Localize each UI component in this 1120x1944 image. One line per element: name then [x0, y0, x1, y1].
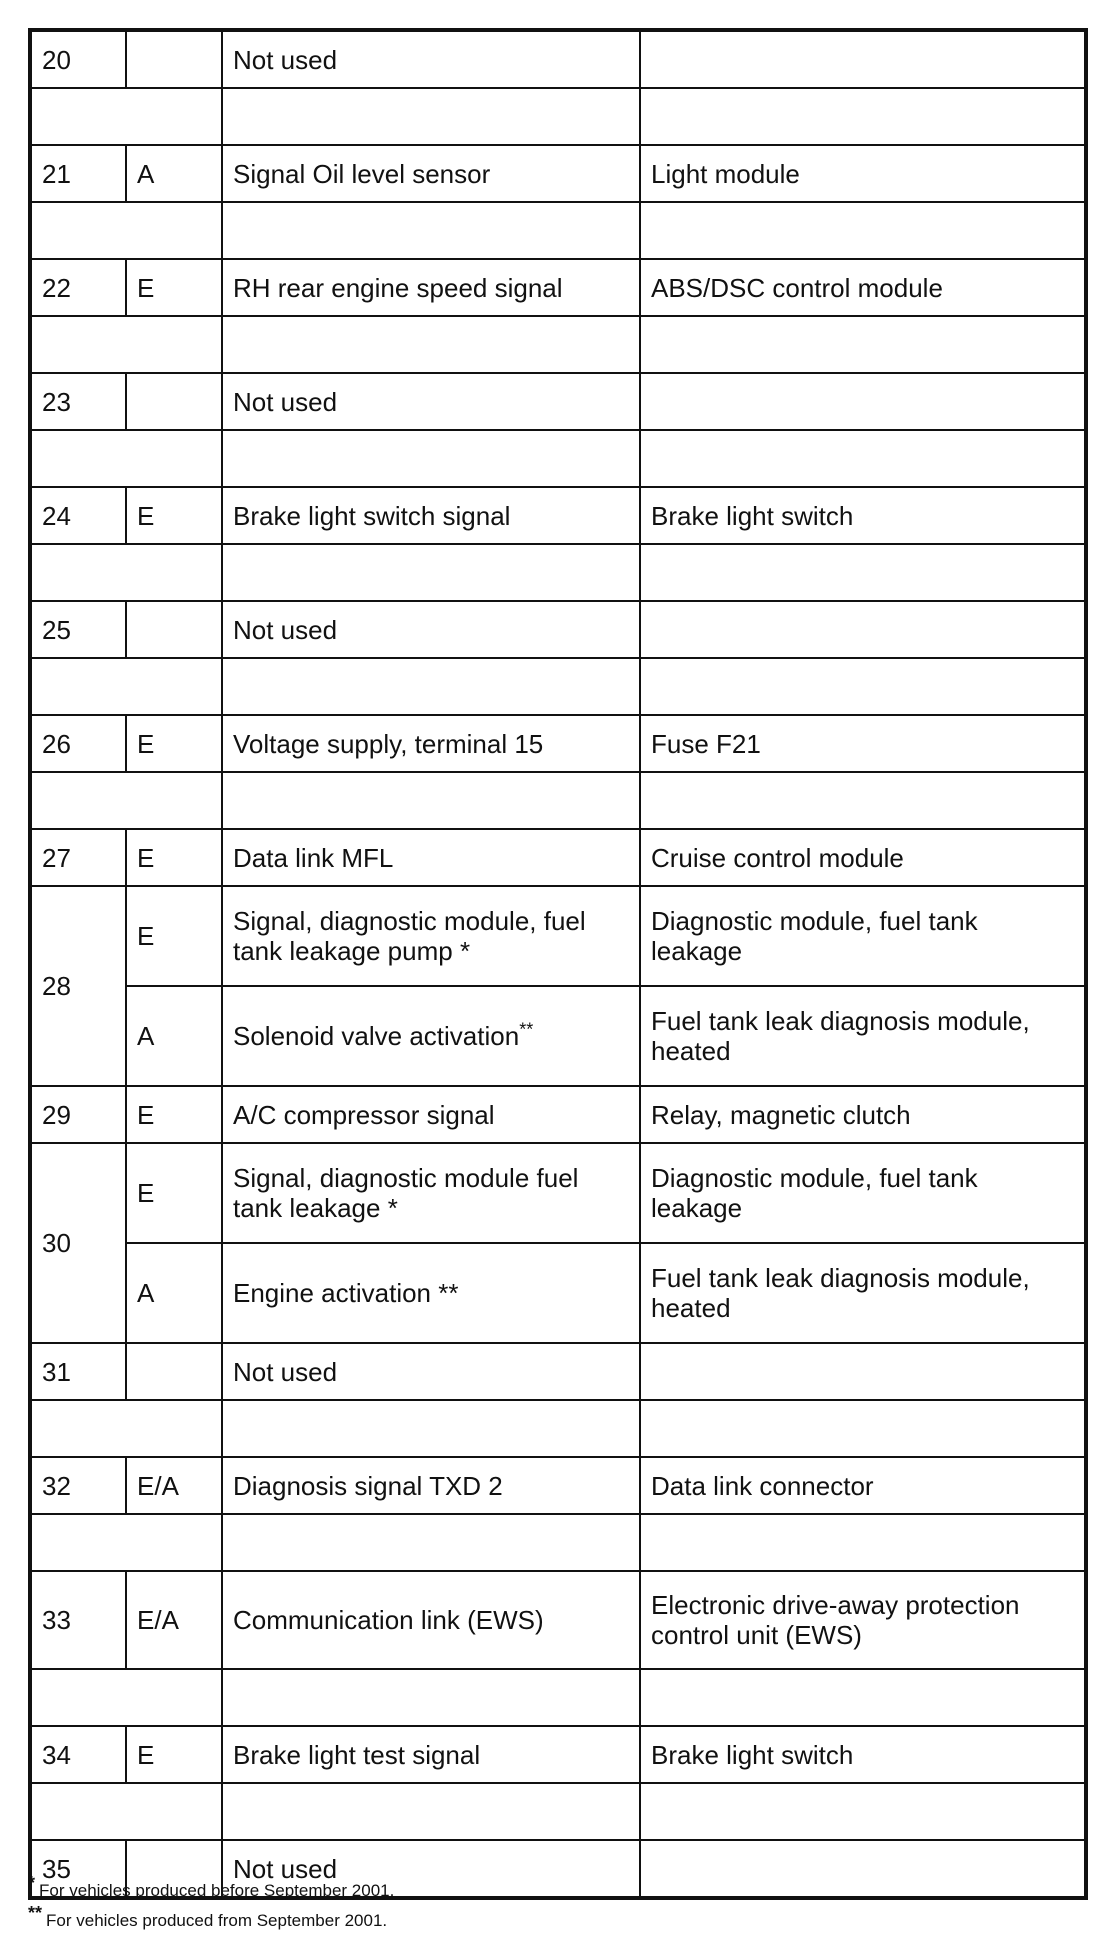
pin-number: 24 [30, 487, 126, 544]
connected-component [640, 373, 1086, 430]
signal-type: E [126, 1086, 222, 1143]
pin-number: 20 [30, 30, 126, 88]
signal-description: Not used [222, 30, 640, 88]
pin-number: 23 [30, 373, 126, 430]
spacer-row [30, 1400, 1086, 1457]
footnote-mark: * [387, 1193, 398, 1223]
table-row [30, 1457, 1086, 1514]
connected-component: ABS/DSC control module [640, 259, 1086, 316]
signal-description: Signal Oil level sensor [222, 145, 640, 202]
signal-description: Data link MFL [222, 829, 640, 886]
spacer-row [30, 430, 1086, 487]
signal-description: Communication link (EWS) [222, 1571, 640, 1669]
signal-type: A [126, 145, 222, 202]
connected-component: Diagnostic module, fuel tank leakage [640, 886, 1086, 986]
connected-component: Brake light switch [640, 487, 1086, 544]
connected-component: Fuel tank leak diagnosis module, heated [640, 986, 1086, 1086]
signal-description: A/C compressor signal [222, 1086, 640, 1143]
signal-type [126, 373, 222, 430]
signal-description: Diagnosis signal TXD 2 [222, 1457, 640, 1514]
signal-description: Not used [222, 373, 640, 430]
spacer-row [30, 772, 1086, 829]
signal-description: Voltage supply, terminal 15 [222, 715, 640, 772]
connected-component [640, 30, 1086, 88]
signal-description: Not used [222, 1840, 640, 1898]
connected-component [640, 601, 1086, 658]
table-row [30, 1086, 1086, 1143]
table-row [30, 1571, 1086, 1669]
pin-number: 31 [30, 1343, 126, 1400]
footnote-marker: ** [28, 1903, 43, 1924]
signal-type: E [126, 259, 222, 316]
description-text: Engine activation [233, 1278, 432, 1308]
spacer-row [30, 1514, 1086, 1571]
table-row [30, 145, 1086, 202]
signal-type: A [126, 1243, 222, 1343]
pin-number: 21 [30, 145, 126, 202]
connected-component [640, 1343, 1086, 1400]
signal-description: Not used [222, 1343, 640, 1400]
connected-component: Fuse F21 [640, 715, 1086, 772]
spacer-row [30, 658, 1086, 715]
connected-component: Cruise control module [640, 829, 1086, 886]
table-row [30, 1243, 1086, 1343]
spacer-row [30, 544, 1086, 601]
table-row [30, 373, 1086, 430]
table-row [30, 829, 1086, 886]
spacer-row [30, 202, 1086, 259]
pin-number: 26 [30, 715, 126, 772]
signal-description [222, 1143, 640, 1243]
connected-component: Light module [640, 145, 1086, 202]
connected-component: Electronic drive-away protection control unit (EWS) [640, 1571, 1086, 1669]
footnote-before-sept-2001 [28, 1873, 1084, 1906]
footnote-mark: * [459, 936, 471, 966]
signal-type: E [126, 1726, 222, 1783]
connected-component: Diagnostic module, fuel tank leakage [640, 1143, 1086, 1243]
table-row [30, 1143, 1086, 1243]
footnote-text: For vehicles produced from September 2001. [46, 1911, 388, 1930]
signal-type: E [126, 715, 222, 772]
pin-number: 27 [30, 829, 126, 886]
table-row [30, 1726, 1086, 1783]
signal-type: E [126, 1143, 222, 1243]
table-row [30, 1343, 1086, 1400]
signal-description: RH rear engine speed signal [222, 259, 640, 316]
connected-component: Relay, magnetic clutch [640, 1086, 1086, 1143]
signal-description: Brake light test signal [222, 1726, 640, 1783]
signal-type: A [126, 986, 222, 1086]
connected-component: Fuel tank leak diagnosis module, heated [640, 1243, 1086, 1343]
signal-description: Brake light switch signal [222, 487, 640, 544]
pin-number: 35 [30, 1840, 126, 1898]
footnote-mark: ** [438, 1278, 459, 1308]
table-row [30, 601, 1086, 658]
table-row [30, 30, 1086, 88]
signal-type: E/A [126, 1457, 222, 1514]
pin-number: 30 [30, 1143, 126, 1343]
pin-number: 32 [30, 1457, 126, 1514]
signal-type: E [126, 886, 222, 986]
signal-type [126, 601, 222, 658]
spacer-row [30, 1783, 1086, 1840]
table-row [30, 886, 1086, 986]
signal-type: E/A [126, 1571, 222, 1669]
footnote-marker: * [28, 1873, 36, 1894]
signal-description: Not used [222, 601, 640, 658]
pin-number: 33 [30, 1571, 126, 1669]
description-text: Signal, diagnostic module, fuel tank leakage pump [233, 906, 586, 966]
footnotes [28, 1873, 1084, 1936]
spacer-row [30, 88, 1086, 145]
signal-description [222, 886, 640, 986]
connected-component: Brake light switch [640, 1726, 1086, 1783]
signal-type [126, 1343, 222, 1400]
signal-type [126, 30, 222, 88]
footnote-mark: ** [519, 1019, 534, 1040]
spacer-row [30, 1669, 1086, 1726]
pin-number: 29 [30, 1086, 126, 1143]
footnote-text: For vehicles produced before September 2001. [39, 1881, 395, 1900]
pin-number: 22 [30, 259, 126, 316]
pin-number: 34 [30, 1726, 126, 1783]
table-row [30, 487, 1086, 544]
connected-component: Data link connector [640, 1457, 1086, 1514]
table-row [30, 986, 1086, 1086]
signal-description [222, 986, 640, 1086]
pin-assignment-table [28, 28, 1088, 1900]
table-row [30, 259, 1086, 316]
description-text: Signal, diagnostic module fuel tank leakage [233, 1163, 579, 1223]
pin-number: 25 [30, 601, 126, 658]
signal-type: E [126, 829, 222, 886]
signal-type: E [126, 487, 222, 544]
signal-description [222, 1243, 640, 1343]
spacer-row [30, 316, 1086, 373]
description-text: Solenoid valve activation [233, 1021, 520, 1051]
pin-number: 28 [30, 886, 126, 1086]
table-row [30, 715, 1086, 772]
footnote-from-sept-2001 [28, 1903, 1084, 1936]
